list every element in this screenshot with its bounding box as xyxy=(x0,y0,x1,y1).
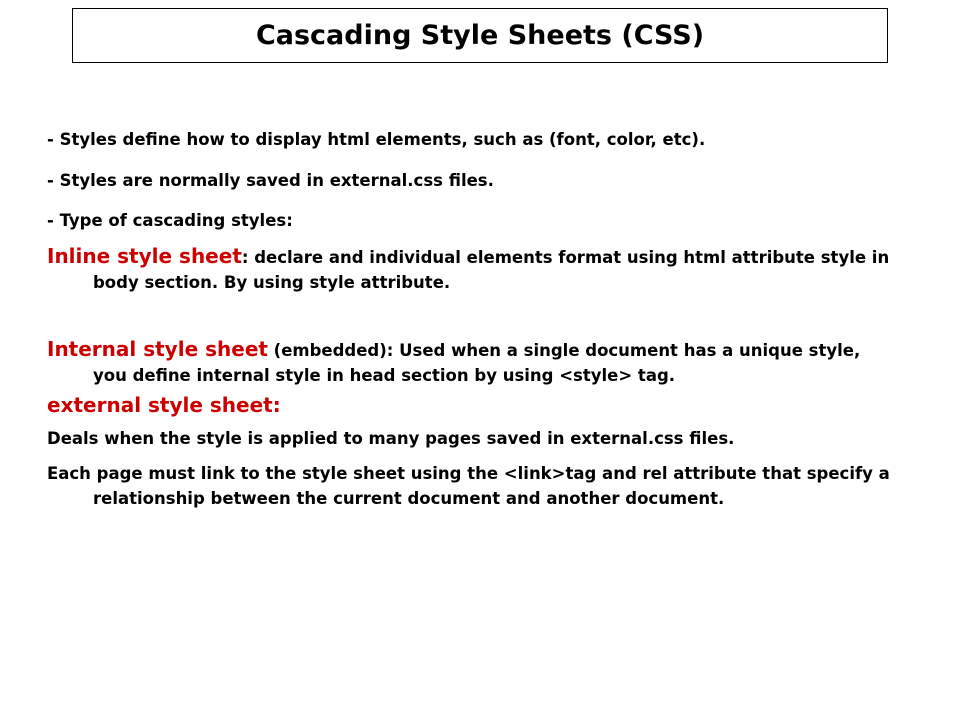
title-box xyxy=(72,8,888,63)
external-style-line-2: Each page must link to the style sheet using the <link>tag and rel attribute that specify a relationship between the current document and another document. xyxy=(47,464,890,508)
internal-style-paragraph xyxy=(47,337,897,388)
inline-style-term: Inline style sheet xyxy=(47,244,242,268)
inline-style-paragraph xyxy=(47,244,897,295)
slide-body xyxy=(47,127,897,511)
bullet-type-of-styles: - Type of cascading styles: xyxy=(47,211,293,230)
external-style-line-1: Deals when the style is applied to many pages saved in external.css files. xyxy=(47,429,735,448)
bullet-styles-define: - Styles define how to display html elements, such as (font, color, etc). xyxy=(47,130,706,149)
slide-title: Cascading Style Sheets (CSS) xyxy=(255,20,705,51)
bullet-styles-saved: - Styles are normally saved in external.css files. xyxy=(47,171,494,190)
internal-style-description: (embedded): Used when a single document has a unique style, you define internal style in head section by using <style> tag. xyxy=(93,341,861,385)
internal-style-term: Internal style sheet xyxy=(47,337,268,361)
external-style-term: external style sheet: xyxy=(47,393,281,417)
inline-style-description: : declare and individual elements format using html attribute style in body section. By using style attribute. xyxy=(93,248,890,292)
